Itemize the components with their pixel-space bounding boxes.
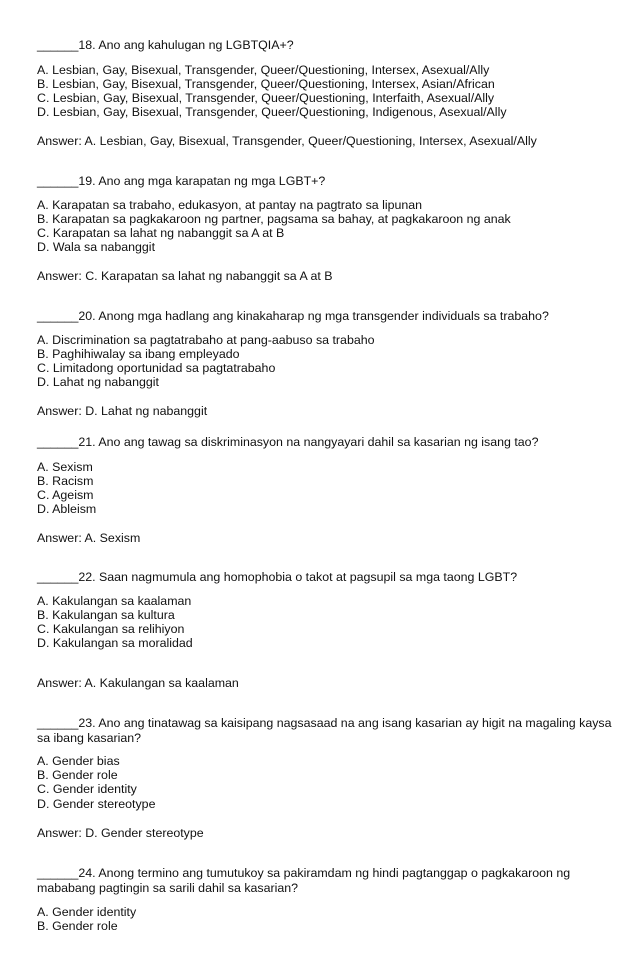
choice-19-c: C. Karapatan sa lahat ng nabanggit sa A at B bbox=[37, 226, 285, 240]
answer-22: Answer: A. Kakulangan sa kaalaman bbox=[37, 676, 239, 690]
choice-23-d: D. Gender stereotype bbox=[37, 797, 156, 811]
question-22: ______22. Saan nagmumula ang homophobia o takot at pagsupil sa mga taong LGBT? bbox=[37, 570, 518, 584]
choice-20-a: A. Discrimination sa pagtatrabaho at pang-aabuso sa trabaho bbox=[37, 333, 375, 347]
choice-20-c: C. Limitadong oportunidad sa pagtatrabaho bbox=[37, 361, 276, 375]
choice-18-b: B. Lesbian, Gay, Bisexual, Transgender, Queer/Questioning, Intersex, Asian/African bbox=[37, 77, 495, 91]
question-24: ______24. Anong termino ang tumutukoy sa pakiramdam ng hindi pagtanggap o pagkakaroon ng mababang pagtingin sa sarili dahil sa kasarian? bbox=[37, 866, 571, 895]
choice-24-b: B. Gender role bbox=[37, 919, 118, 933]
choice-19-a: A. Karapatan sa trabaho, edukasyon, at pantay na pagtrato sa lipunan bbox=[37, 198, 423, 212]
question-19: ______19. Ano ang mga karapatan ng mga LGBT+? bbox=[37, 174, 326, 188]
choice-20-d: D. Lahat ng nabanggit bbox=[37, 375, 159, 389]
choice-23-b: B. Gender role bbox=[37, 768, 118, 782]
choice-22-a: A. Kakulangan sa kaalaman bbox=[37, 594, 192, 608]
choice-22-b: B. Kakulangan sa kultura bbox=[37, 608, 175, 622]
choice-19-d: D. Wala sa nabanggit bbox=[37, 240, 156, 254]
choice-18-a: A. Lesbian, Gay, Bisexual, Transgender, Queer/Questioning, Intersex, Asexual/Ally bbox=[37, 63, 490, 77]
choice-19-b: B. Karapatan sa pagkakaroon ng partner, pagsama sa bahay, at pagkakaroon ng anak bbox=[37, 212, 511, 226]
question-18: ______18. Ano ang kahulugan ng LGBTQIA+? bbox=[37, 38, 294, 52]
choice-21-a: A. Sexism bbox=[37, 460, 93, 474]
choice-23-a: A. Gender bias bbox=[37, 754, 120, 768]
choice-21-d: D. Ableism bbox=[37, 502, 97, 516]
answer-18: Answer: A. Lesbian, Gay, Bisexual, Transgender, Queer/Questioning, Intersex, Asexual/Ally bbox=[37, 134, 537, 148]
choice-21-b: B. Racism bbox=[37, 474, 94, 488]
answer-23: Answer: D. Gender stereotype bbox=[37, 826, 204, 840]
choice-18-d: D. Lesbian, Gay, Bisexual, Transgender, Queer/Questioning, Indigenous, Asexual/Ally bbox=[37, 105, 507, 119]
choice-22-c: C. Kakulangan sa relihiyon bbox=[37, 622, 185, 636]
question-20: ______20. Anong mga hadlang ang kinakaharap ng mga transgender individuals sa trabaho? bbox=[37, 309, 549, 323]
choice-21-c: C. Ageism bbox=[37, 488, 94, 502]
question-21: ______21. Ano ang tawag sa diskriminasyon na nangyayari dahil sa kasarian ng isang tao? bbox=[37, 435, 539, 449]
choice-22-d: D. Kakulangan sa moralidad bbox=[37, 636, 193, 650]
question-23: ______23. Ano ang tinatawag sa kaisipang nagsasaad na ang isang kasarian ay higit na magaling kaysa sa ibang kasarian? bbox=[37, 716, 612, 745]
choice-18-c: C. Lesbian, Gay, Bisexual, Transgender, Queer/Questioning, Interfaith, Asexual/Ally bbox=[37, 91, 495, 105]
choice-24-a: A. Gender identity bbox=[37, 905, 137, 919]
choice-23-c: C. Gender identity bbox=[37, 782, 137, 796]
answer-21: Answer: A. Sexism bbox=[37, 531, 141, 545]
answer-19: Answer: C. Karapatan sa lahat ng nabanggit sa A at B bbox=[37, 269, 333, 283]
answer-20: Answer: D. Lahat ng nabanggit bbox=[37, 404, 208, 418]
choice-20-b: B. Paghihiwalay sa ibang empleyado bbox=[37, 347, 240, 361]
